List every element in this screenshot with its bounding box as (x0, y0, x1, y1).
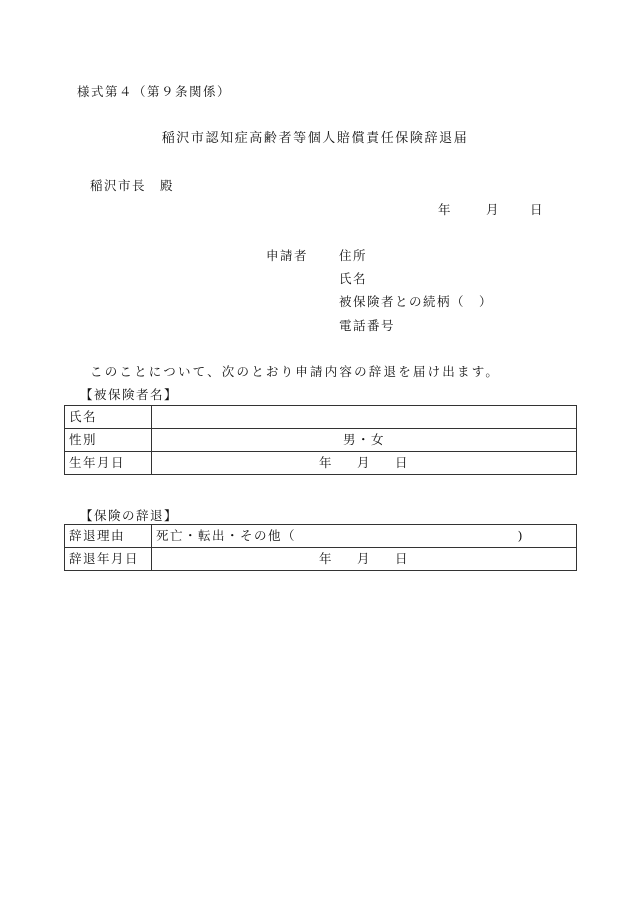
withdrawal-day-label: 日 (395, 550, 410, 566)
document-title: 稲沢市認知症高齢者等個人賠償責任保険辞退届 (161, 131, 469, 146)
birth-month-label: 月 (356, 454, 371, 470)
applicant-phone-label: 電話番号 (339, 318, 396, 333)
withdrawal-section-title: 【保険の辞退】 (80, 508, 179, 523)
insured-table (64, 405, 577, 475)
applicant-address-label: 住所 (339, 248, 368, 263)
withdrawal-month-label: 月 (356, 550, 371, 566)
birth-day-label: 日 (395, 454, 410, 470)
withdrawal-reason-label: 辞退理由 (65, 525, 152, 548)
insured-sex-field[interactable]: 男・女 (152, 429, 577, 452)
addressee: 稲沢市長 殿 (90, 178, 175, 193)
reason-close-paren: ) (517, 528, 524, 543)
withdrawal-date-label: 辞退年月日 (65, 548, 152, 571)
submission-date (438, 204, 544, 217)
form-number: 様式第４（第９条関係） (77, 84, 232, 99)
applicant-name-label: 氏名 (339, 271, 368, 286)
insured-birth-label: 生年月日 (65, 452, 152, 475)
insured-birth-field[interactable] (152, 452, 577, 475)
applicant-label: 申請者 (266, 248, 309, 263)
reason-options: 死亡・転出・その他（ (156, 527, 297, 543)
birth-year-label: 年 (318, 454, 333, 470)
table-row (65, 452, 577, 475)
date-day-label: 日 (530, 202, 545, 217)
applicant-relationship-label: 被保険者との続柄（ ） (339, 294, 494, 309)
withdrawal-reason-field[interactable] (152, 525, 577, 548)
table-row (65, 525, 577, 548)
statement-text: このことについて、次のとおり申請内容の辞退を届け出ます。 (90, 364, 501, 379)
date-month-label: 月 (486, 202, 501, 217)
withdrawal-date-field[interactable] (152, 548, 577, 571)
insured-name-label: 氏名 (65, 406, 152, 429)
table-row (65, 429, 577, 452)
table-row (65, 406, 577, 429)
table-row (65, 548, 577, 571)
withdrawal-year-label: 年 (318, 550, 333, 566)
insured-sex-label: 性別 (65, 429, 152, 452)
insured-section-title: 【被保険者名】 (80, 387, 179, 402)
date-year-label: 年 (438, 202, 453, 217)
withdrawal-table (64, 524, 577, 571)
insured-name-field[interactable] (152, 406, 577, 429)
